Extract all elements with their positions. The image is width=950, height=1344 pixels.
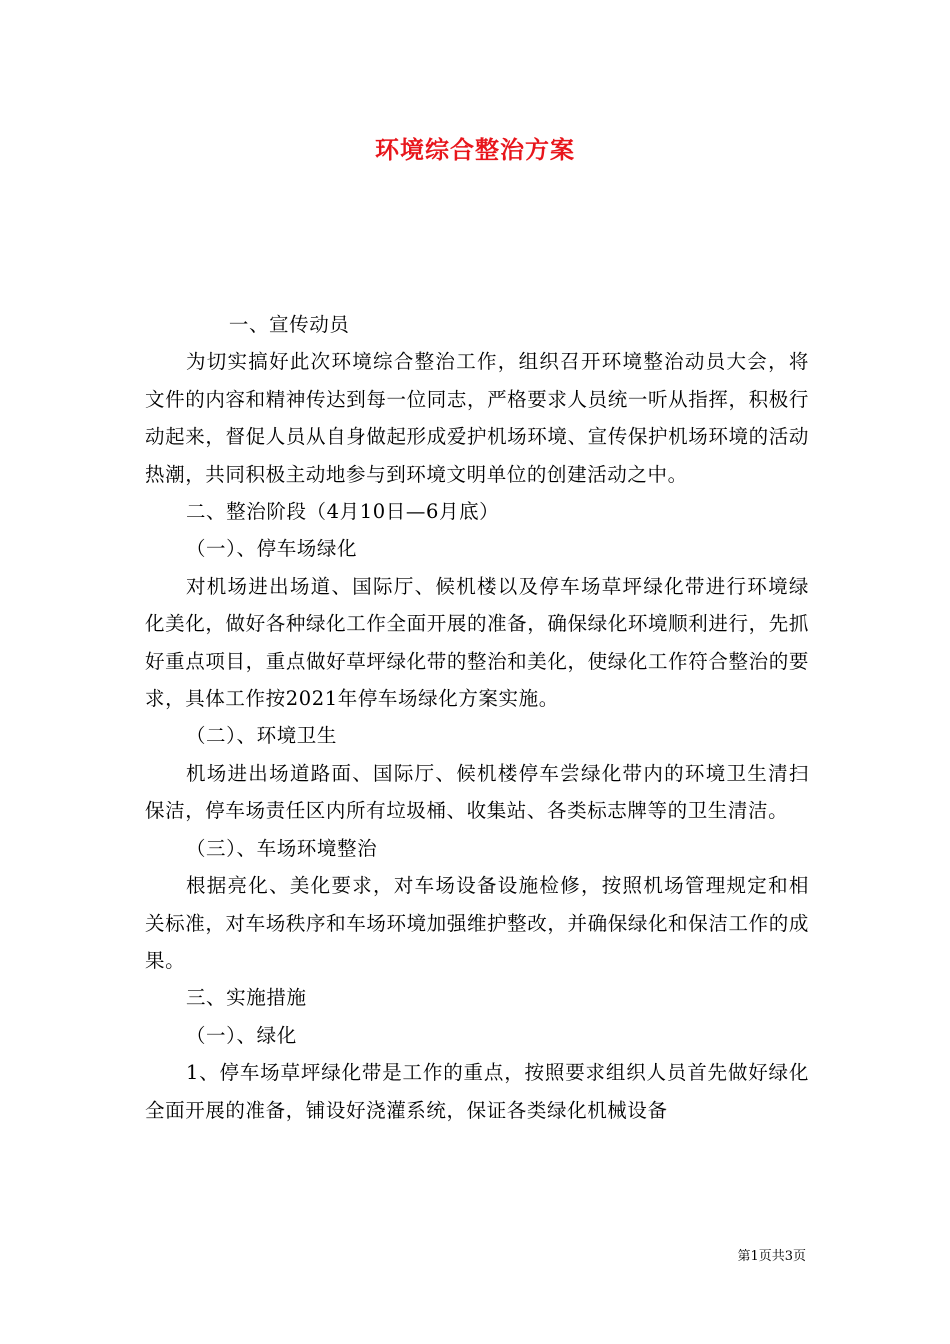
paragraph-greening-item-1: 1、停车场草坪绿化带是工作的重点，按照要求组织人员首先做好绿化全面开展的准备，铺设好浇灌系统，保证各类绿化机械设备	[145, 1061, 809, 1122]
section-heading-publicity: 一、宣传动员	[228, 313, 350, 336]
subheading-parking-environment: （三）、车场环境整治	[185, 836, 378, 860]
page-number-footer: 第1页共3页	[737, 1249, 806, 1264]
paragraph-sanitation: 机场进出场道路面、国际厅、候机楼停车尝绿化带内的环境卫生清扫保洁，停车场责任区内所有垃圾桶、收集站、各类标志牌等的卫生清洁。	[145, 761, 809, 823]
subheading-greening: （一）、绿化	[185, 1023, 297, 1047]
subheading-sanitation: （二）、环境卫生	[185, 724, 337, 748]
section-heading-remediation-stage: 二、整治阶段（4月10日—6月底）	[185, 500, 500, 524]
document-title: 环境综合整治方案	[375, 135, 575, 164]
subheading-parking-greening: （一）、停车场绿化	[185, 537, 358, 561]
section-heading-measures: 三、实施措施	[185, 986, 307, 1010]
paragraph-parking-environment: 根据亮化、美化要求，对车场设备设施检修，按照机场管理规定和相关标准，对车场秩序和车场环境加强维护整改，并确保绿化和保洁工作的成果。	[145, 874, 809, 972]
paragraph-publicity: 为切实搞好此次环境综合整治工作，组织召开环境整治动员大会，将文件的内容和精神传达到每一位同志，严格要求人员统一听从指挥，积极行动起来，督促人员从自身做起形成爱护机场环境、宣传保护机场环境的活动热潮，共同积极主动地参与到环境文明单位的创建活动之中。	[145, 350, 809, 486]
paragraph-parking-greening: 对机场进出场道、国际厅、候机楼以及停车场草坪绿化带进行环境绿化美化，做好各种绿化工作全面开展的准备，确保绿化环境顺利进行，先抓好重点项目，重点做好草坪绿化带的整治和美化，使绿化工作符合整治的要求，具体工作按2021年停车场绿化方案实施。	[145, 574, 809, 711]
document-body	[145, 306, 809, 1129]
